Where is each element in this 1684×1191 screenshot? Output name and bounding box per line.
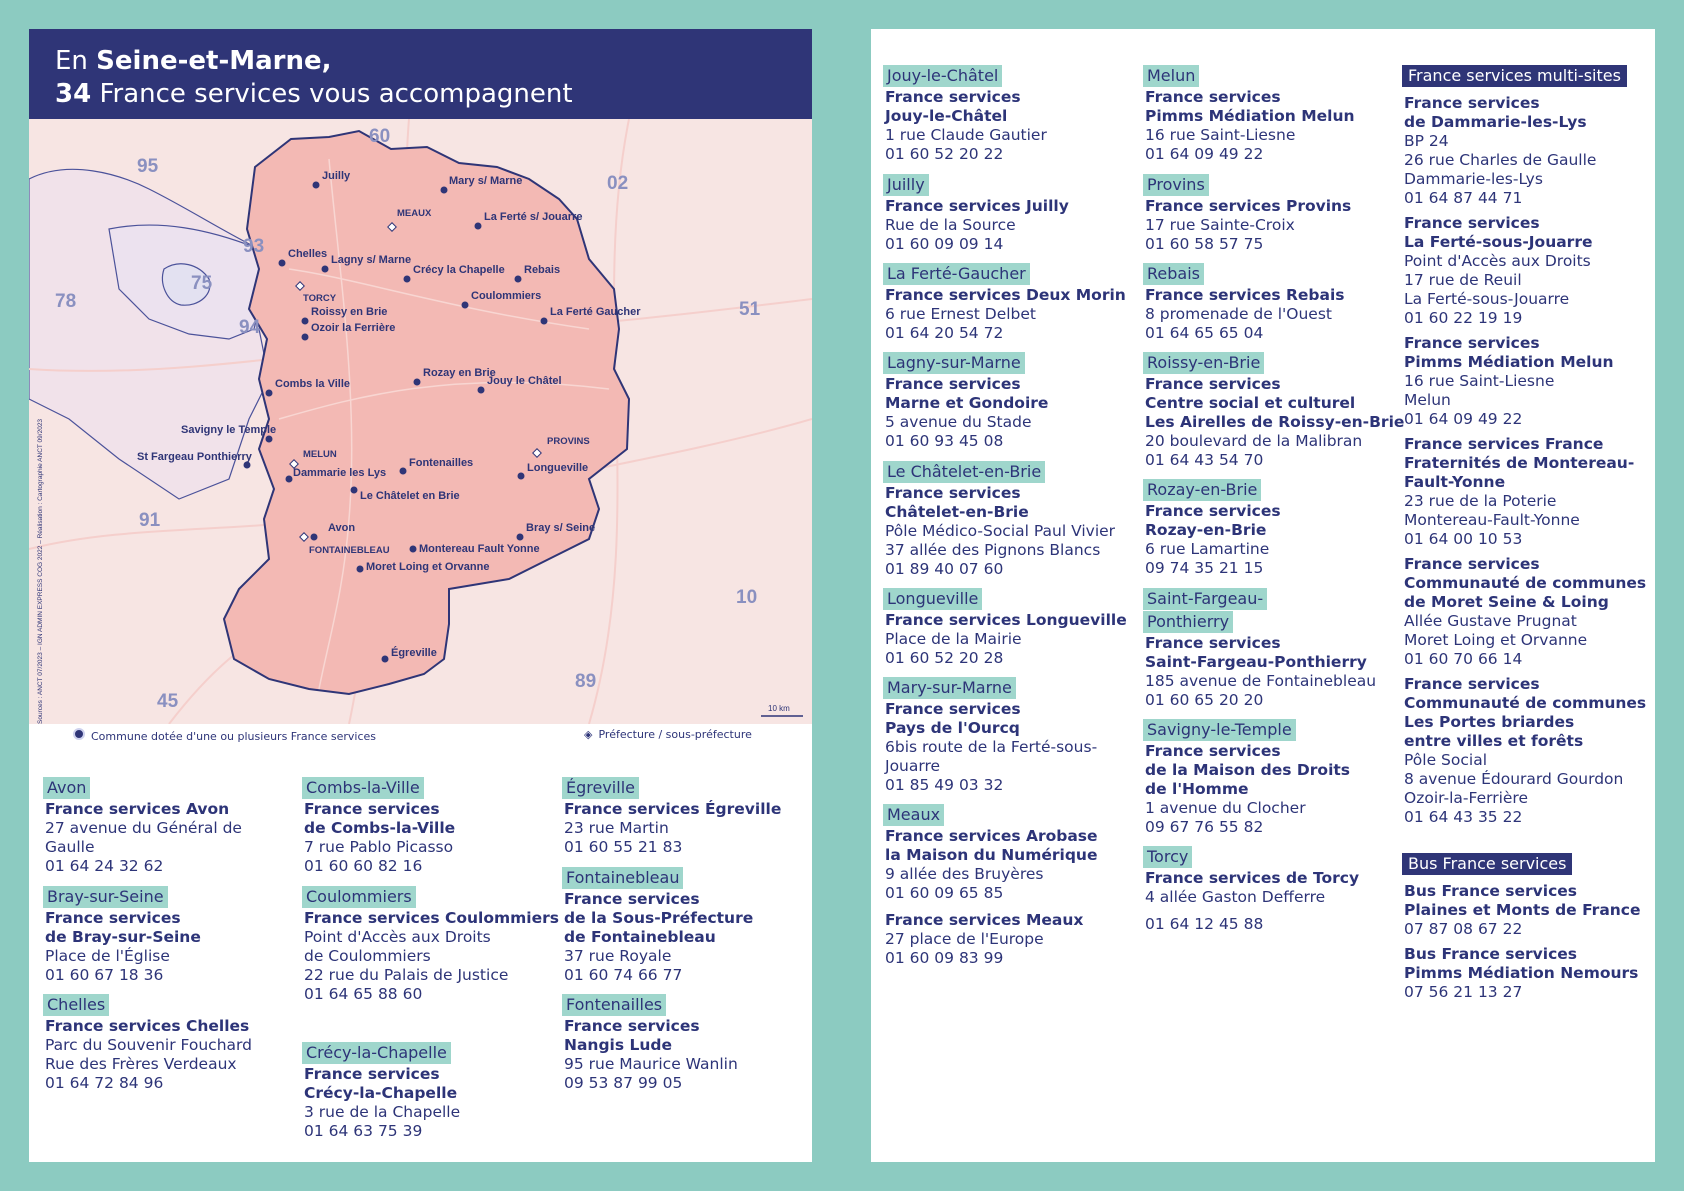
town-label: Égreville — [391, 647, 437, 659]
dept-number: 10 — [736, 587, 758, 608]
right-page — [871, 29, 1655, 1162]
header-department: Seine-et-Marne, — [96, 46, 332, 76]
entry-lagny: Lagny-sur-Marne France services Marne et Gondoire 5 avenue du Stade 01 60 93 45 08 — [885, 353, 1049, 450]
location-tag: Torcy — [1143, 846, 1192, 868]
entry-rozay: Rozay-en-Brie France services Rozay-en-Brie 6 rue Lamartine 09 74 35 21 15 — [1145, 480, 1281, 577]
location-tag: Égreville — [562, 777, 639, 799]
town-label: Savigny le Temple — [181, 424, 277, 436]
dept-number: 51 — [739, 299, 761, 320]
town-label: Moret Loing et Orvanne — [366, 561, 490, 573]
entry-melun: Melun France services Pimms Médiation Melun 16 rue Saint-Liesne 01 64 09 49 22 — [1145, 66, 1355, 163]
town-label: Jouy le Châtel — [487, 375, 562, 387]
dept-number: 02 — [607, 173, 629, 194]
location-tag: Coulommiers — [302, 886, 416, 908]
town-label: Rebais — [524, 264, 561, 276]
town-label: Chelles — [288, 248, 328, 260]
town-label: Montereau Fault Yonne — [419, 543, 540, 555]
dept-number: 75 — [191, 273, 213, 294]
multisites-section: France services multi-sites France services de Dammarie-les-Lys BP 24 26 rue Charles de Gaulle Dammarie-les-Lys 01 64 87 44 71 France services La Ferté-sous-Jouarre Point d'Accès aux Droits 17 rue de Reuil La Ferté-sous-Jouarre 01 60 22 19 19 France services Pimms Médiation Melun 16 rue Saint-Liesne Melun 01 64 09 49 22 France services France Fraternités de Montereau- Fault-Yonne 23 rue de la Poterie Montereau-Fault-Yonne 01 64 00 10 53 France services Communauté de communes de Moret Seine & Loing Allée Gustave Prugnat Moret Loing et Orvanne 01 60 70 66 14 France services Communauté de communes Les Portes briardes entre villes et forêts Pôle Social 8 avenue Édourard Gourdon Ozoir-la-Ferrière 01 64 43 35 22 — [1404, 66, 1647, 826]
town-label: FONTAINEBLEAU — [309, 545, 390, 556]
location-tag: Fontenailles — [562, 994, 666, 1016]
location-tag: Longueville — [883, 588, 982, 610]
town-label: Roissy en Brie — [311, 306, 388, 318]
entry-la-ferte-gaucher: La Ferté-Gaucher France services Deux Morin 6 rue Ernest Delbet 01 64 20 54 72 — [885, 264, 1126, 342]
location-tag: Rebais — [1143, 263, 1204, 285]
entry-torcy: Torcy France services de Torcy 4 allée Gaston Defferre 01 64 12 45 88 — [1145, 847, 1360, 933]
entry-provins: Provins France services Provins 17 rue Sainte-Croix 01 60 58 57 75 — [1145, 175, 1352, 253]
location-tag: La Ferté-Gaucher — [883, 263, 1030, 285]
entry-mary: Mary-sur-Marne France services Pays de l'Ourcq 6bis route de la Ferté-sous- Jouarre 01 85 49 03 32 — [885, 678, 1098, 794]
town-label: Bray s/ Seine — [526, 522, 596, 534]
left-page — [29, 29, 812, 1162]
location-tag: Fontainebleau — [562, 867, 683, 889]
entry-juilly: Juilly France services Juilly Rue de la Source 01 60 09 09 14 — [885, 175, 1069, 253]
town-label: Ozoir la Ferrière — [311, 322, 396, 334]
town-label: PROVINS — [547, 436, 590, 447]
town-label: St Fargeau Ponthierry — [137, 451, 252, 463]
entry-jouy: Jouy-le-Châtel France services Jouy-le-Châtel 1 rue Claude Gautier 01 60 52 20 22 — [885, 66, 1047, 163]
entry-rebais: Rebais France services Rebais 8 promenade de l'Ouest 01 64 65 65 04 — [1145, 264, 1345, 342]
entry-avon: Avon France services Avon 27 avenue du Général de Gaulle 01 64 24 32 62 — [45, 778, 242, 875]
location-tag: Chelles — [43, 994, 109, 1016]
dept-number: 93 — [243, 236, 265, 257]
dept-number: 95 — [137, 156, 159, 177]
location-tag: Le Châtelet-en-Brie — [883, 461, 1045, 483]
dept-number: 94 — [239, 317, 261, 338]
entry-fontenailles: Fontenailles France services Nangis Lude 95 rue Maurice Wanlin 09 53 87 99 05 — [564, 995, 738, 1092]
town-label: Longueville — [527, 462, 589, 474]
header-text: En — [55, 46, 97, 76]
location-tag: Saint-Fargeau- — [1143, 588, 1267, 610]
entry-savigny: Savigny-le-Temple France services de la Maison des Droits de l'Homme 1 avenue du Clocher 09 67 76 55 82 — [1145, 720, 1351, 836]
location-tag: Ponthierry — [1143, 611, 1233, 633]
location-tag: Avon — [43, 777, 90, 799]
dept-number: 45 — [157, 691, 179, 712]
header-text-2: France services vous accompagnent — [91, 79, 573, 109]
town-label: MELUN — [303, 449, 337, 460]
town-label: Lagny s/ Marne — [331, 254, 412, 266]
page-header — [29, 29, 812, 119]
town-label: Avon — [328, 522, 356, 534]
town-label: Fontenailles — [409, 457, 474, 469]
town-label: Coulommiers — [471, 290, 542, 302]
map-scale: 10 km — [768, 704, 790, 713]
location-tag: Juilly — [883, 174, 929, 196]
town-label: MEAUX — [397, 208, 432, 219]
dept-number: 89 — [575, 671, 597, 692]
location-tag: Jouy-le-Châtel — [883, 65, 1002, 87]
entry-combs: Combs-la-Ville France services de Combs-la-Ville 7 rue Pablo Picasso 01 60 60 82 16 — [304, 778, 456, 875]
location-tag: Lagny-sur-Marne — [883, 352, 1025, 374]
town-label: Combs la Ville — [275, 378, 350, 390]
town-label: Juilly — [322, 170, 351, 182]
map-sources: Sources : ANCT 07/2023 – IGN ADMIN EXPRESS COG 2022 – Réalisation : Cartographie ANCT 09/2023 — [37, 418, 44, 724]
location-tag: Combs-la-Ville — [302, 777, 424, 799]
location-tag: Savigny-le-Temple — [1143, 719, 1296, 741]
dept-number: 60 — [369, 126, 391, 147]
location-tag: Meaux — [883, 804, 944, 826]
multisites-tag: France services multi-sites — [1402, 65, 1627, 87]
entry-saint-fargeau: Saint-Fargeau- Ponthierry France services Saint-Fargeau-Ponthierry 185 avenue de Fontainebleau 01 60 65 20 20 — [1145, 589, 1377, 709]
dept-number: 91 — [139, 510, 161, 531]
entry-fontainebleau: Fontainebleau France services de la Sous-Préfecture de Fontainebleau 37 rue Royale 01 60 74 66 77 — [564, 868, 754, 984]
town-label: Dammarie les Lys — [293, 467, 387, 479]
entry-egreville: Égreville France services Égreville 23 rue Martin 01 60 55 21 83 — [564, 778, 782, 856]
dept-number: 78 — [55, 291, 77, 312]
entry-coulommiers: Coulommiers France services Coulommiers Point d'Accès aux Droits de Coulommiers 22 rue du Palais de Justice 01 64 65 88 60 — [304, 887, 559, 1003]
legend-prefecture: ◈ Préfecture / sous-préfecture — [584, 728, 752, 741]
town-label: Crécy la Chapelle — [413, 264, 505, 276]
legend-commune: Commune dotée d'une ou plusieurs France services — [73, 728, 376, 743]
entry-meaux: Meaux France services Arobase la Maison du Numérique 9 allée des Bruyères 01 60 09 65 85 France services Meaux 27 place de l'Europe 01 60 09 83 99 — [885, 805, 1098, 967]
location-tag: Rozay-en-Brie — [1143, 479, 1261, 501]
town-label: Rozay en Brie — [423, 367, 496, 379]
town-label: La Ferté Gaucher — [550, 306, 641, 318]
location-tag: Mary-sur-Marne — [883, 677, 1016, 699]
seine-et-marne-map — [29, 119, 812, 724]
location-tag: Bray-sur-Seine — [43, 886, 168, 908]
location-tag: Crécy-la-Chapelle — [302, 1042, 451, 1064]
location-tag: Melun — [1143, 65, 1199, 87]
location-tag: Roissy-en-Brie — [1143, 352, 1264, 374]
bus-tag: Bus France services — [1402, 853, 1572, 875]
header-count: 34 — [55, 79, 92, 109]
entry-chelles: Chelles France services Chelles Parc du Souvenir Fouchard Rue des Frères Verdeaux 01 64 72 84 96 — [45, 995, 252, 1092]
town-label: Mary s/ Marne — [449, 175, 523, 187]
entry-longueville: Longueville France services Longueville Place de la Mairie 01 60 52 20 28 — [885, 589, 1127, 667]
entry-chatelet: Le Châtelet-en-Brie France services Châtelet-en-Brie Pôle Médico-Social Paul Vivier 37 allée des Pignons Blancs 01 89 40 07 60 — [885, 462, 1116, 578]
entry-bray: Bray-sur-Seine France services de Bray-sur-Seine Place de l'Église 01 60 67 18 36 — [45, 887, 201, 984]
town-label: Le Châtelet en Brie — [360, 490, 460, 502]
town-label: La Ferté s/ Jouarre — [484, 211, 583, 223]
town-label: TORCY — [303, 293, 337, 304]
entry-crecy: Crécy-la-Chapelle France services Crécy-la-Chapelle 3 rue de la Chapelle 01 64 63 75 39 — [304, 1043, 461, 1140]
entry-roissy: Roissy-en-Brie France services Centre social et culturel Les Airelles de Roissy-en-Brie 20 boulevard de la Malibran 01 64 43 54 70 — [1145, 353, 1405, 469]
location-tag: Provins — [1143, 174, 1209, 196]
bus-section: Bus France services Bus France services Plaines et Monts de France 07 87 08 67 22 Bus France services Pimms Médiation Nemours 07 56 21 13 27 — [1404, 854, 1641, 1001]
